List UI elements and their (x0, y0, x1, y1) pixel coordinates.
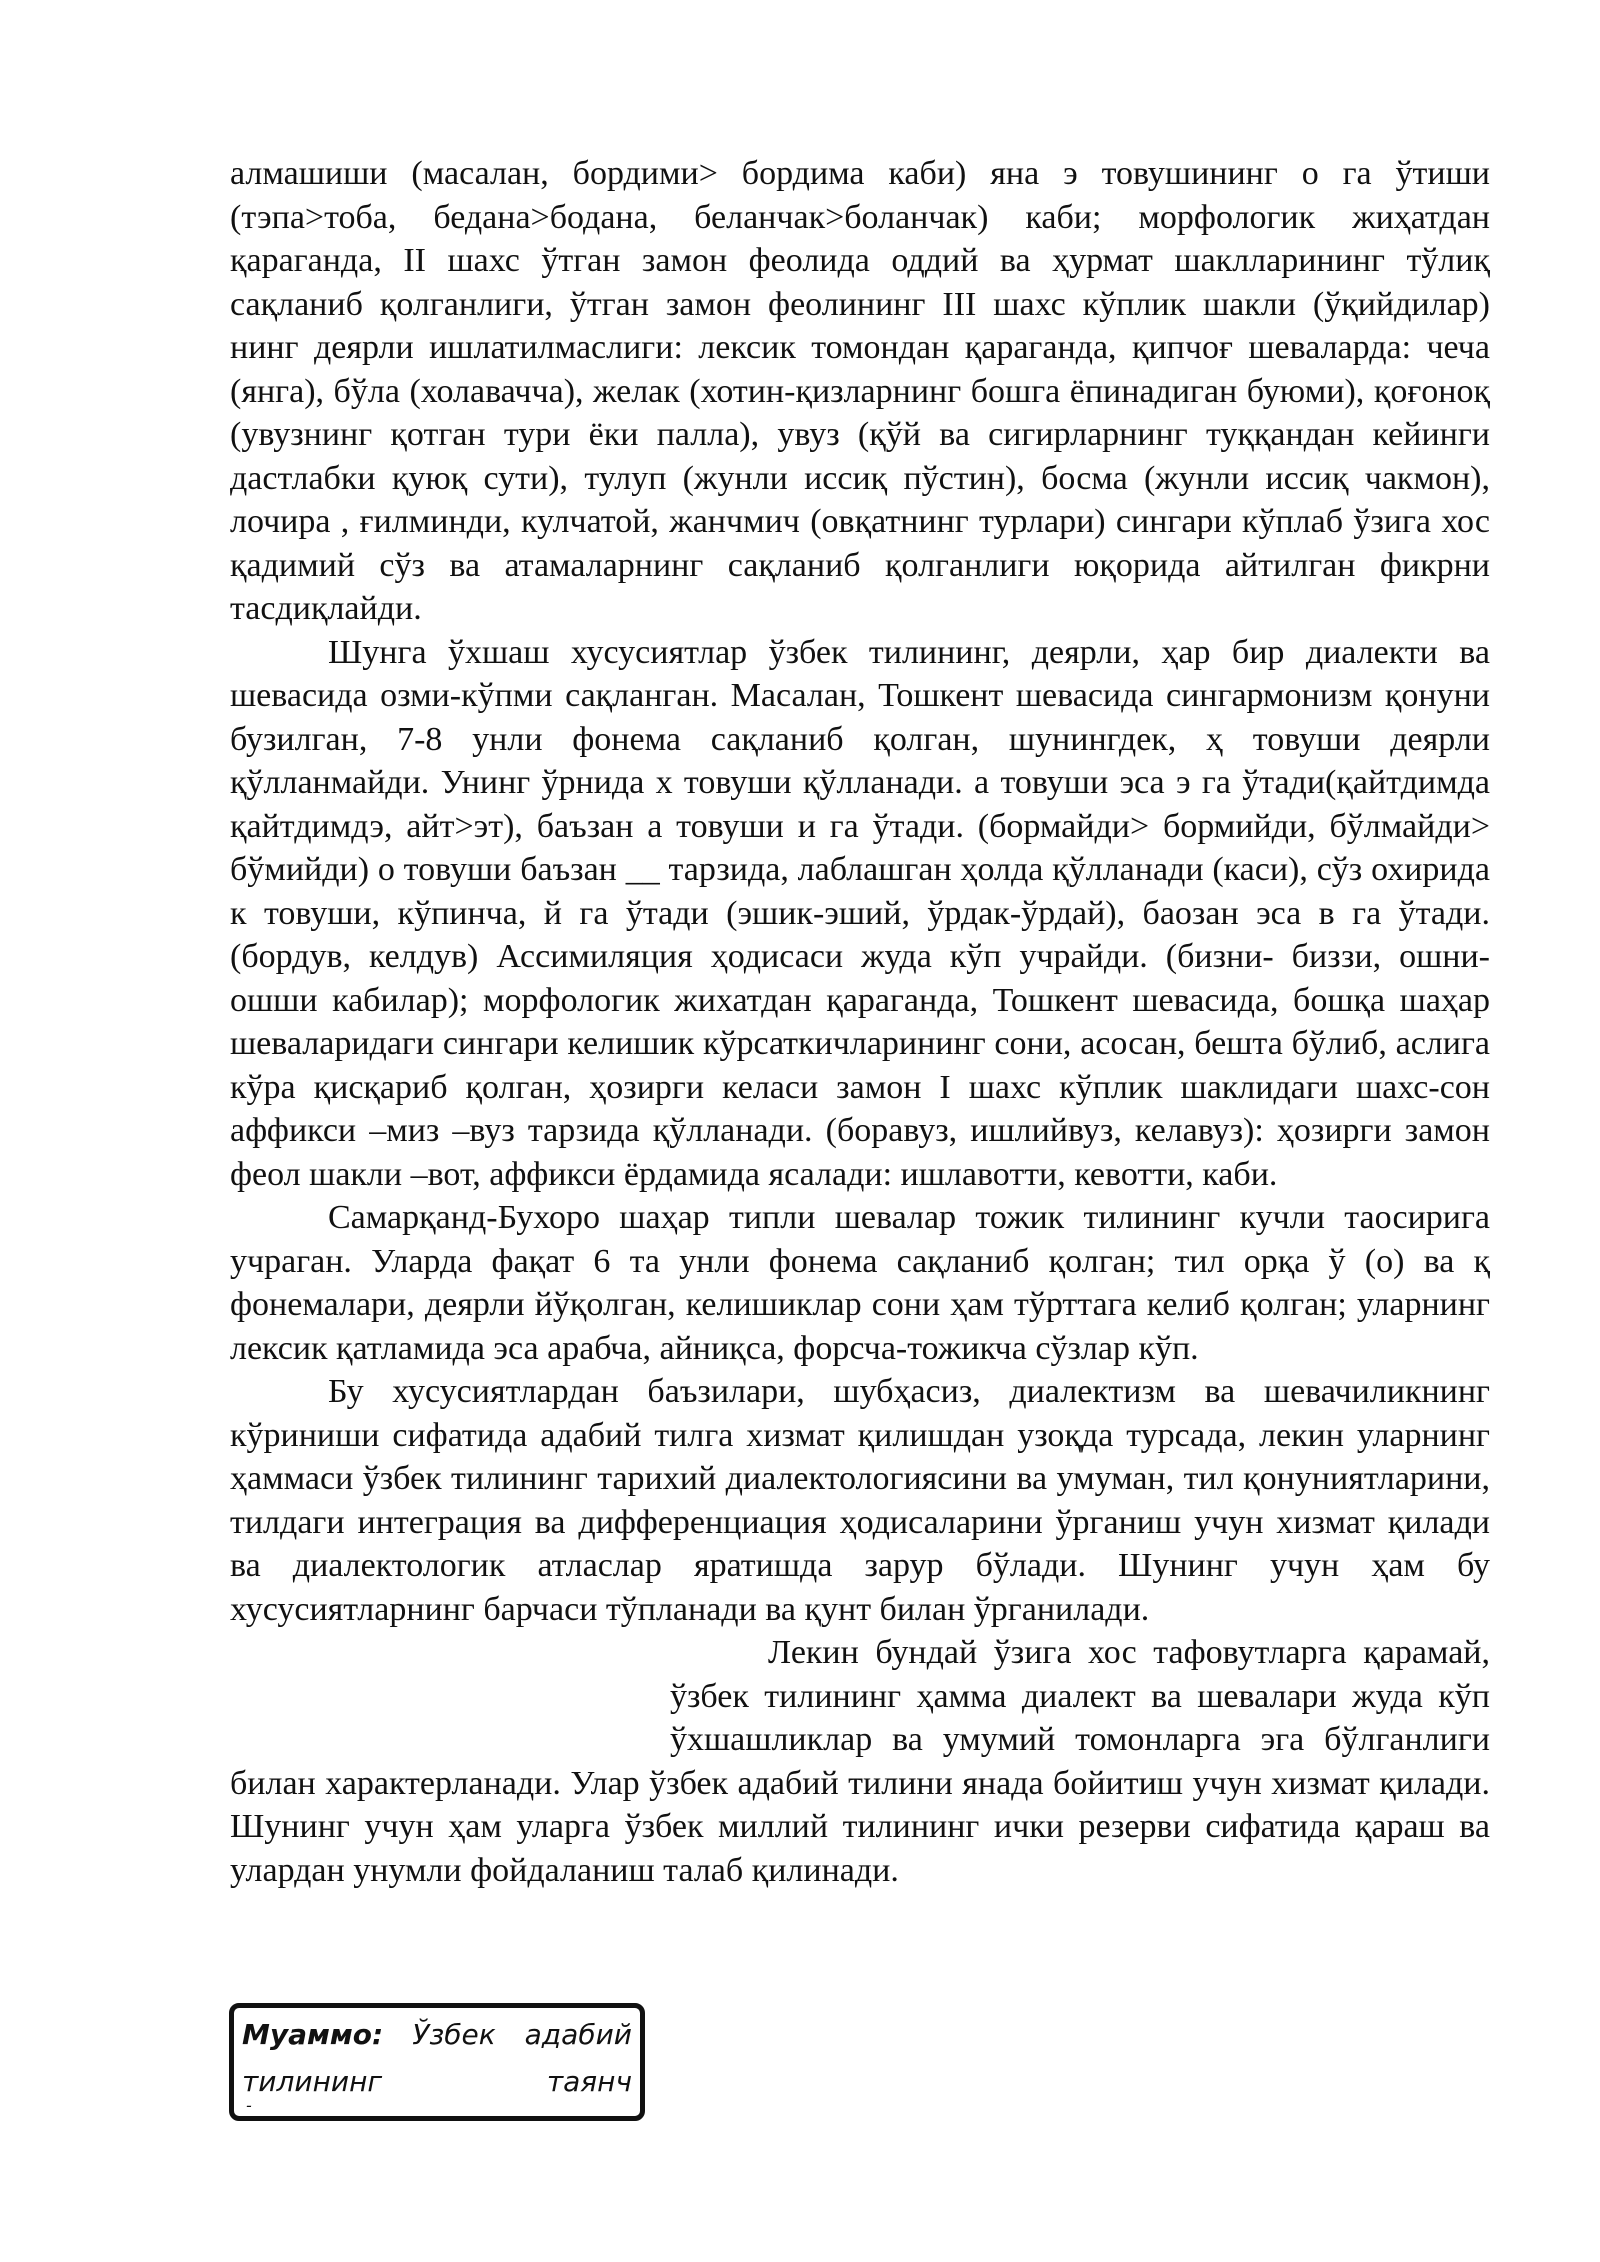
paragraph-3: Самарқанд-Бухоро шаҳар типли шевалар тожик тилининг кучли таосирига учраган. Уларда фақат 6 та унли фонема сақланиб қолган; тил орқа ў (о) ва қ фонемалари, деярли йўқолган, келишиклар сони ҳам тўрттага келиб қолган; уларнинг лексик қатламида эса арабча, айниқса, форсча-тожикча сўзлар кўп. (230, 1199, 1490, 1367)
paragraph-5-text: Лекин бундай ўзига хос тафовутларга қарамай, ўзбек тилининг ҳамма диалект ва шевалари жуда кўп ўхшашликлар ва умумий томонларга эга бўлганлиги билан характерланади. Улар ўзбек адабий тилини янада бойитиш учун хизмат қилади. Шунинг учун ҳам уларга ўзбек миллий тилининг ички резерви сифатида қараш ва улардан унумли фойдаланиш талаб қилинади. (230, 1634, 1490, 1889)
document-body (230, 152, 1490, 1892)
paragraph-1: алмашиши (масалан, бордими> бордима каби) яна э товушининг о га ўтиши (тэпа>тоба, бедана>бодана, беланчак>боланчак) каби; морфологик жиҳатдан қараганда, II шахс ўтган замон феолида оддий ва ҳурмат шаклларининг тўлиқ сақланиб қолганлиги, ўтган замон феолининг III шахс кўплик шакли (ўқийдилар) нинг деярли ишлатилмаслиги: лексик томондан қараганда, қипчоғ шеваларда: чеча (янга), бўла (холавачча), желак (хотин-қизларнинг бошга ёпинадиган буюми), қоғоноқ (увузнинг қотган тури ёки палла), увуз (қўй ва сигирларнинг туққандан кейинги дастлабки қуюқ сути), тулуп (жунли иссиқ пўстин), босма (жунли иссиқ чакмон), лочира , ғилминди, кулчатой, жанчмич (овқатнинг турлари) сингари кўплаб ўзига хос қадимий сўз ва атамаларнинг сақланиб қолганлиги юқорида айтилган фикрни тасдиқлайди. (230, 155, 1490, 627)
problem-word-1: Ўзбек (412, 2018, 496, 2051)
paragraph-5 (230, 1631, 1490, 1892)
paragraph-4: Бу хусусиятлардан баъзилари, шубҳасиз, диалектизм ва шевачиликнинг кўриниши сифатида адабий тилга хизмат қилишдан узоқда турсада, лекин уларнинг ҳаммаси ўзбек тилининг тарихий диалектологиясини ва умуман, тил қонуниятларини, тилдаги интеграция ва дифференциация ҳодисаларини ўрганиш учун хизмат қилади ва диалектологик атласлар яратишда зарур бўлади. Шунинг учун ҳам бу хусусиятларнинг барчаси тўпланади ва қунт билан ўрганилади. (230, 1373, 1490, 1628)
problem-line-1 (242, 2018, 632, 2051)
problem-word-3: тилининг (242, 2065, 383, 2098)
problem-word-2: адабий (524, 2018, 632, 2051)
problem-box-wrap-spacer (230, 1645, 670, 1725)
problem-line-2 (242, 2065, 632, 2098)
problem-word-4: таянч (546, 2065, 632, 2098)
problem-callout-box (229, 2003, 645, 2121)
problem-label: Муаммо: (242, 2018, 384, 2051)
problem-trailing-mark: - (246, 2096, 252, 2115)
paragraph-2: Шунга ўхшаш хусусиятлар ўзбек тилининг, деярли, ҳар бир диалекти ва шевасида озми-кўпми сақланган. Масалан, Тошкент шевасида сингармонизм қонуни бузилган, 7-8 унли фонема сақланиб қолган, шунингдек, ҳ товуши деярли қўлланмайди. Унинг ўрнида х товуши қўлланади. а товуши эса э га ўтади(қайтдимда қайтдимдэ, айт>эт), баъзан а товуши и га ўтади. (бормайди> бормийди, бўлмайди> бўмийди) о товуши баъзан __ тарзида, лаблашган ҳолда қўлланади (каси), сўз охирида к товуши, кўпинча, й га ўтади (эшик-эший, ўрдак-ўрдай), баозан эса в га ўтади. (бордув, келдув) Ассимиляция ҳодисаси жуда кўп учрайди. (бизни- биззи, ошни-ошши кабилар); морфологик жихатдан қараганда, Тошкент шевасида, бошқа шаҳар шеваларидаги сингари келишик кўрсаткичларининг сони, асосан, бешта бўлиб, аслига кўра қисқариб қолган, ҳозирги келаси замон I шахс кўплик шаклидаги шахс-сон аффикси –миз –вуз тарзида қўлланади. (боравуз, ишлийвуз, келавуз): ҳозирги замон феол шакли –вот, аффикси ёрдамида ясалади: ишлавотти, кевотти, каби. (230, 633, 1490, 1193)
